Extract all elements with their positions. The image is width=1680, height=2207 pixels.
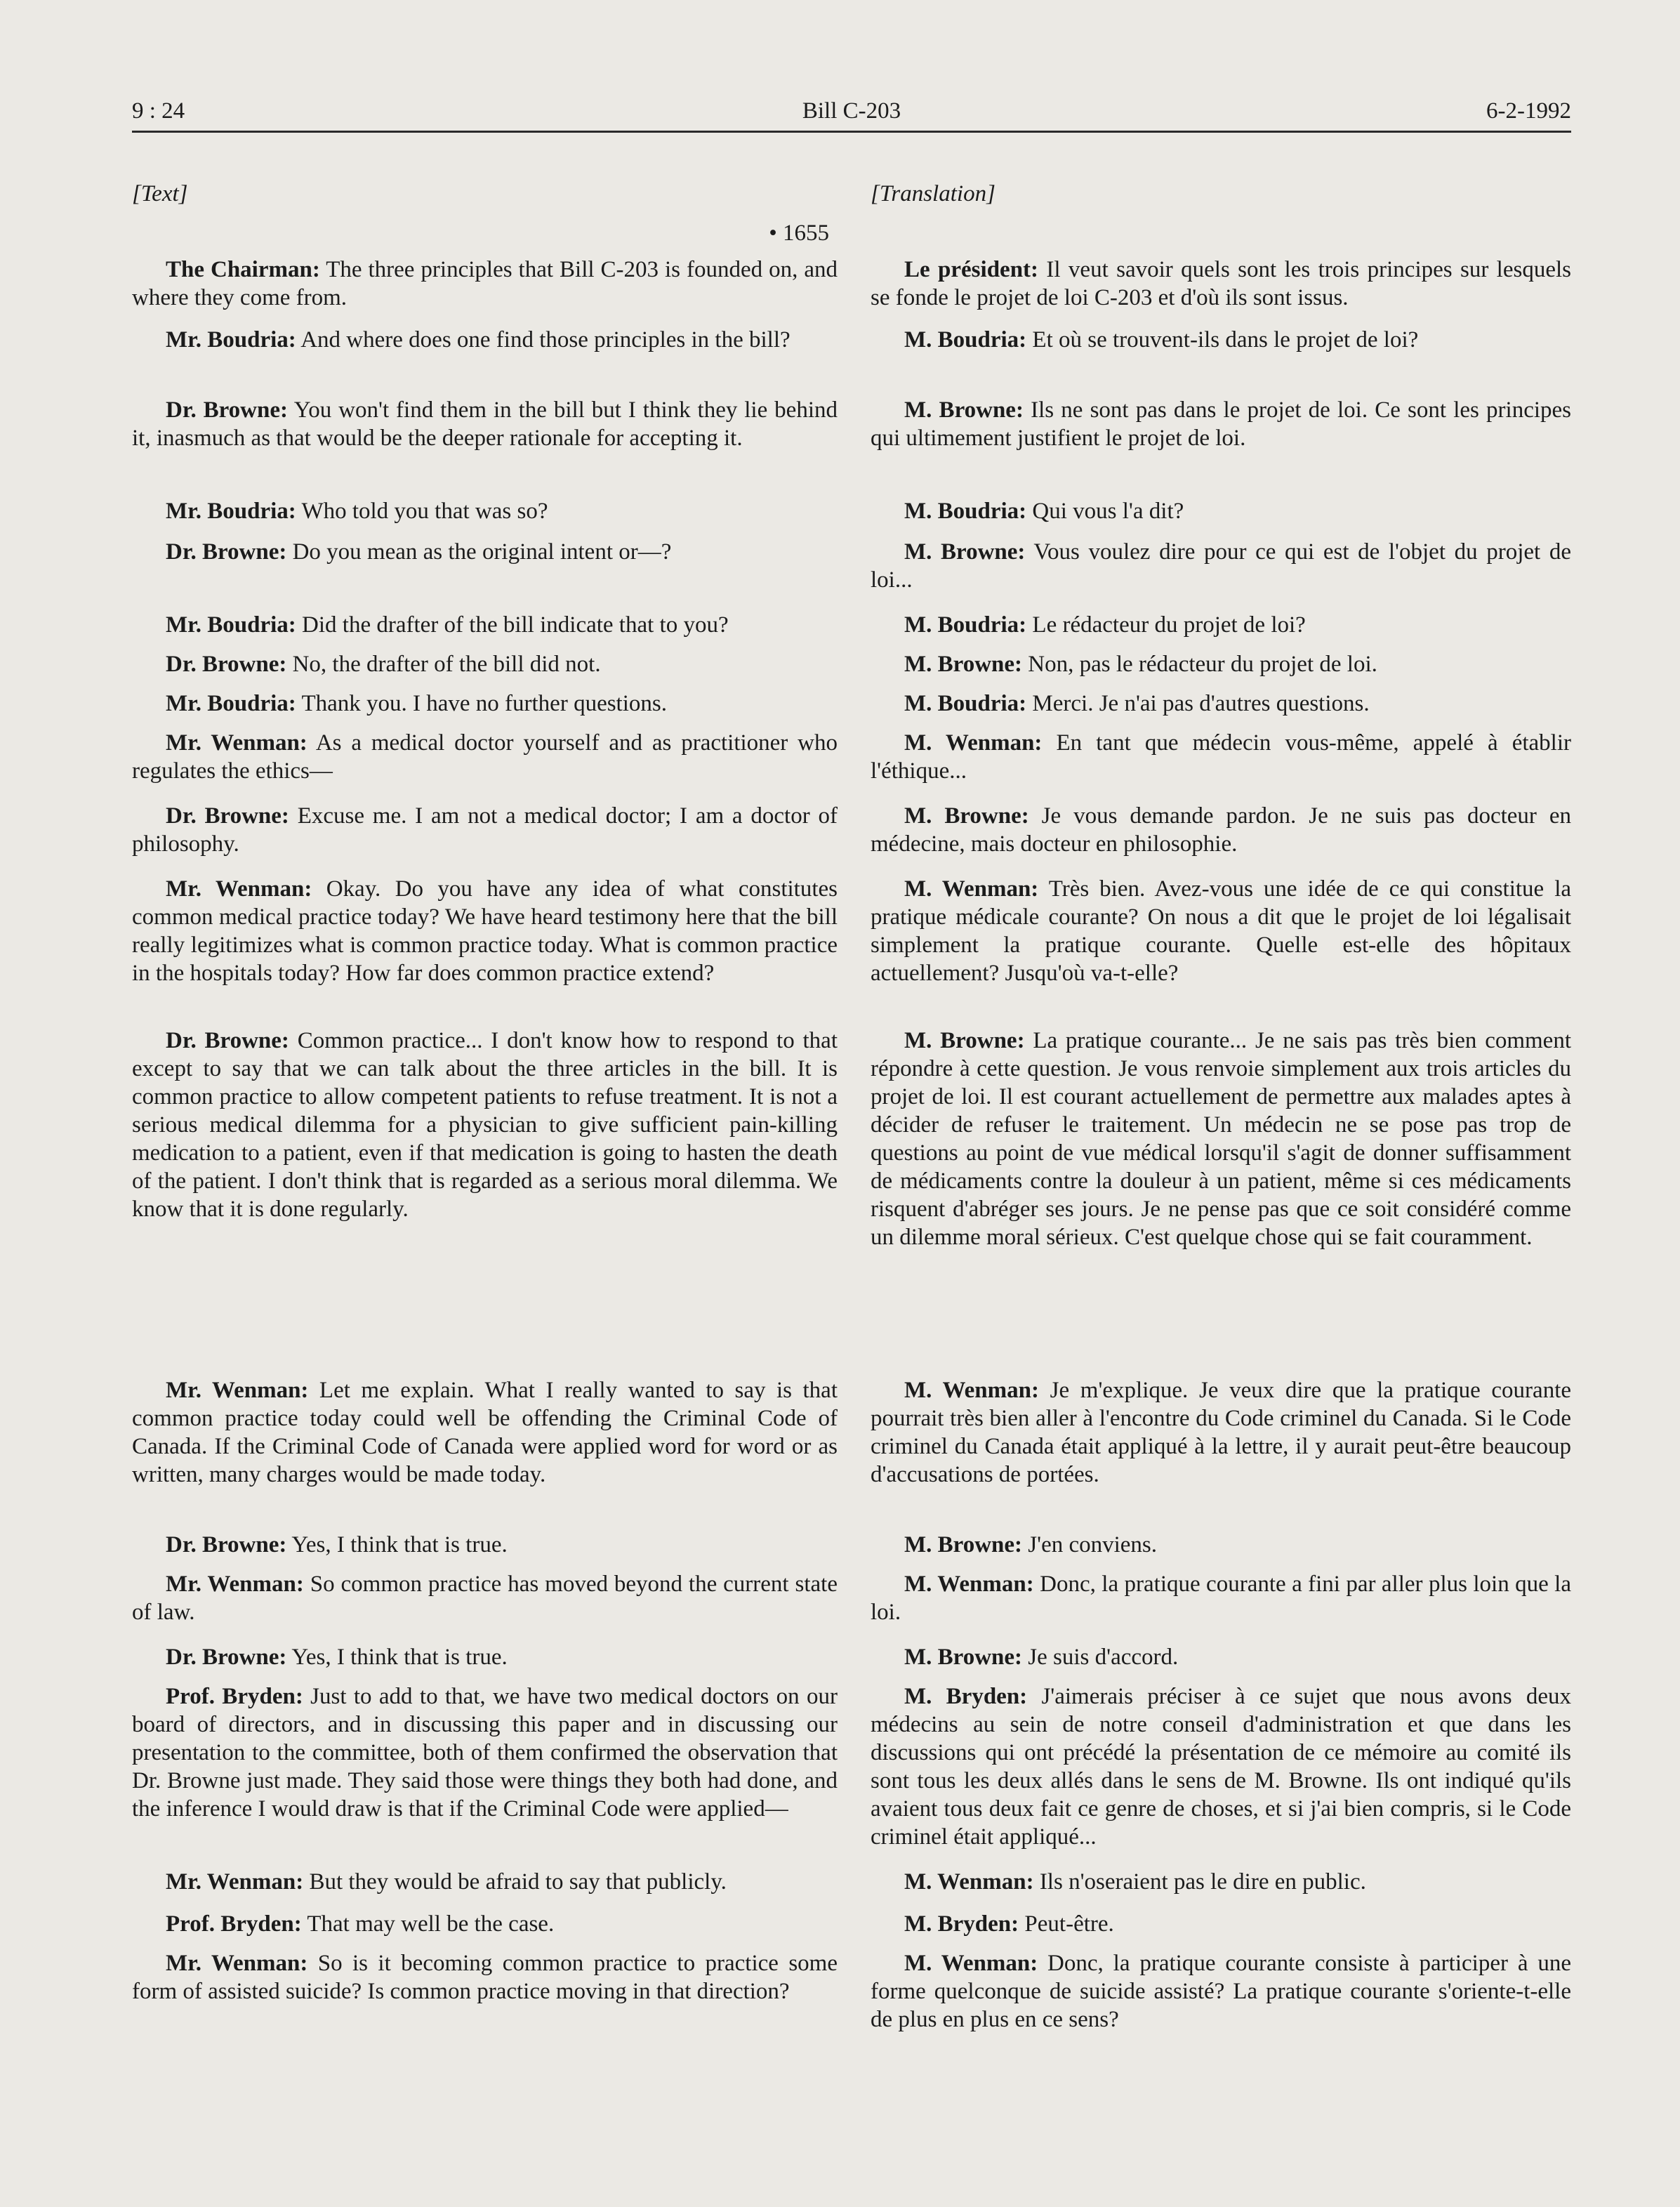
- speaker-name: Prof. Bryden:: [166, 1911, 302, 1937]
- speech-text: Yes, I think that is true.: [286, 1532, 508, 1557]
- speech-text: But they would be afraid to say that publicly.: [303, 1869, 727, 1895]
- transcript-entry: [132, 256, 838, 312]
- transcript-entry: [871, 396, 1571, 452]
- speech-text: J'aimerais préciser à ce sujet que nous avons deux médecins au sein de notre conseil d'administration et que dans les discussions qui ont précédé la présentation de ce mémoire au comité ils sont tous les deux allés dans le sens de M. Browne. Ils ont indiqué qu'ils avaient tous deux fait ce genre de choses, et si j'ai bien compris, si le Code criminel était appliqué...: [871, 1684, 1571, 1850]
- speaker-name: Mr. Boudria:: [166, 499, 296, 524]
- speech-text: And where does one find those principles in the bill?: [296, 327, 791, 353]
- speech-text: Très bien. Avez-vous une idée de ce qui constitue la pratique médicale courante? On nous a dit que le projet de loi légalisait simplement la pratique courante. Quelle est-elle des hôpitaux actuellement? Jusqu'où va-t-elle?: [871, 876, 1572, 986]
- french-column: [871, 180, 1572, 2032]
- speech-text: Je suis d'accord.: [1022, 1645, 1179, 1670]
- speaker-name: Dr. Browne:: [166, 1532, 287, 1557]
- transcript-entry: [132, 1910, 838, 1938]
- speech-text: Donc, la pratique courante a fini par aller plus loin que la loi.: [871, 1572, 1571, 1625]
- speaker-name: M. Browne:: [904, 803, 1029, 829]
- transcript-entry: [871, 538, 1571, 594]
- speech-text: That may well be the case.: [301, 1911, 555, 1937]
- speaker-name: Dr. Browne:: [166, 803, 289, 829]
- transcript-entry: [132, 1949, 838, 2005]
- speech-text: Il veut savoir quels sont les trois principes sur lesquels se fonde le projet de loi C-203 et d'où ils sont issus.: [871, 257, 1571, 310]
- speech-text: Non, pas le rédacteur du projet de loi.: [1022, 652, 1377, 677]
- english-column: [132, 180, 838, 2004]
- speaker-name: Mr. Wenman:: [166, 1951, 308, 1976]
- speaker-name: M. Bryden:: [904, 1684, 1028, 1709]
- speaker-name: Mr. Boudria:: [166, 612, 296, 638]
- transcript-entry: [132, 538, 838, 566]
- speaker-name: M. Wenman:: [904, 1378, 1039, 1403]
- transcript-entry: [132, 1376, 838, 1489]
- speech-text: Just to add to that, we have two medical doctors on our board of directors, and in discussing this paper and in discussing our presentation to the committee, both of them confirmed the observation that Dr. Browne just made. They said those were things they both had done, and the inference I would draw is that if the Criminal Code were applied—: [132, 1684, 838, 1821]
- speaker-name: Dr. Browne:: [166, 1028, 289, 1053]
- speech-text: Excuse me. I am not a medical doctor; I am a doctor of philosophy.: [132, 803, 838, 857]
- speech-text: So common practice has moved beyond the current state of law.: [132, 1572, 838, 1625]
- speaker-name: M. Browne:: [904, 1532, 1023, 1557]
- transcript-entry: [871, 1868, 1571, 1896]
- transcript-entry: [871, 1027, 1571, 1251]
- transcript-entry: [132, 802, 838, 858]
- transcript-entry: [132, 650, 838, 678]
- transcript-entry: [871, 1531, 1571, 1559]
- transcript-entry: [132, 611, 838, 639]
- speech-text: Peut-être.: [1019, 1911, 1114, 1937]
- speech-text: J'en conviens.: [1022, 1532, 1158, 1557]
- speech-text: Le rédacteur du projet de loi?: [1026, 612, 1306, 638]
- page-reference: 9 : 24: [132, 98, 185, 124]
- transcript-entry: [132, 1643, 838, 1671]
- speaker-name: Mr. Boudria:: [166, 327, 296, 353]
- transcript-entry: [871, 690, 1571, 718]
- transcript-entry: [132, 690, 838, 718]
- column-label-text: [Text]: [132, 181, 188, 206]
- speaker-name: M. Boudria:: [904, 499, 1027, 524]
- speaker-name: Dr. Browne:: [166, 397, 289, 423]
- transcript-entry: [871, 802, 1571, 858]
- time-stamp: • 1655: [769, 220, 829, 246]
- speaker-name: Mr. Boudria:: [166, 691, 296, 716]
- speaker-name: Prof. Bryden:: [166, 1684, 303, 1709]
- transcript-entry: [132, 1027, 838, 1223]
- speaker-name: M. Wenman:: [904, 876, 1039, 902]
- speaker-name: M. Browne:: [904, 1645, 1023, 1670]
- speech-text: Et où se trouvent-ils dans le projet de loi?: [1026, 327, 1419, 353]
- transcript-entry: [132, 875, 838, 987]
- speech-text: En tant que médecin vous-même, appelé à établir l'éthique...: [871, 730, 1572, 784]
- speech-text: No, the drafter of the bill did not.: [286, 652, 601, 677]
- transcript-entry: [132, 1570, 838, 1626]
- speaker-name: M. Wenman:: [904, 1951, 1038, 1976]
- speaker-name: Mr. Wenman:: [166, 730, 307, 756]
- speaker-name: Mr. Wenman:: [166, 1869, 304, 1895]
- speech-text: So is it becoming common practice to practice some form of assisted suicide? Is common practice moving in that direction?: [132, 1951, 838, 2004]
- column-label-translation: [Translation]: [871, 181, 996, 206]
- speaker-name: M. Browne:: [904, 1028, 1025, 1053]
- speech-text: Merci. Je n'ai pas d'autres questions.: [1026, 691, 1370, 716]
- speech-text: Donc, la pratique courante consiste à participer à une forme quelconque de suicide assisté? La pratique courante s'oriente-t-elle de plus en plus en ce sens?: [871, 1951, 1571, 2032]
- speech-text: La pratique courante... Je ne sais pas très bien comment répondre à cette question. Je vous renvoie simplement aux trois articles du projet de loi. Il est courant actuellement de permettre aux malades aptes à décider de refuser le traitement. Un médecin ne se pose pas trop de questions au point de vue médical lorsqu'il s'agit de donner suffisamment de médicaments contre la douleur à un patient, même si ces médicaments risquent d'abréger ses jours. Je ne pense pas que ce soit considéré comme un dilemme moral sérieux. C'est quelque chose qui se fait couramment.: [871, 1028, 1571, 1250]
- speech-text: Okay. Do you have any idea of what constitutes common medical practice today? We have heard testimony here that the bill really legitimizes what is common practice today. What is common practice in the hospitals today? How far does common practice extend?: [132, 876, 838, 986]
- transcript-entry: [132, 1531, 838, 1559]
- speech-text: Je vous demande pardon. Je ne suis pas docteur en médecine, mais docteur en philosophie.: [871, 803, 1571, 857]
- speaker-name: Mr. Wenman:: [166, 1572, 304, 1597]
- speech-text: Do you mean as the original intent or—?: [286, 539, 672, 565]
- transcript-entry: [871, 326, 1571, 354]
- transcript-entry: [871, 1949, 1571, 2034]
- transcript-entry: [132, 396, 838, 452]
- speech-text: As a medical doctor yourself and as practitioner who regulates the ethics—: [132, 730, 838, 784]
- speaker-name: The Chairman:: [166, 257, 320, 282]
- speech-text: Let me explain. What I really wanted to say is that common practice today could well be offending the Criminal Code of Canada. If the Criminal Code of Canada were applied word for word or as written, many charges would be made today.: [132, 1378, 838, 1487]
- transcript-entry: [871, 1570, 1571, 1626]
- transcript-entry: [871, 650, 1571, 678]
- header-rule: [132, 131, 1571, 133]
- speaker-name: M. Wenman:: [904, 1572, 1034, 1597]
- speaker-name: M. Boudria:: [904, 612, 1027, 638]
- transcript-entry: [871, 1910, 1571, 1938]
- transcript-entry: [871, 729, 1571, 785]
- speech-text: Je m'explique. Je veux dire que la pratique courante pourrait très bien aller à l'encontre du Code criminel du Canada. Si le Code criminel du Canada était appliqué à la lettre, il y aurait peut-être beaucoup d'accusations de portées.: [871, 1378, 1572, 1487]
- transcript-entry: [132, 729, 838, 785]
- speech-text: Who told you that was so?: [296, 499, 548, 524]
- speaker-name: M. Wenman:: [904, 1869, 1034, 1895]
- transcript-entry: [871, 1682, 1571, 1851]
- speech-text: Ils ne sont pas dans le projet de loi. Ce sont les principes qui ultimement justifient le projet de loi.: [871, 397, 1572, 451]
- speaker-name: Dr. Browne:: [166, 1645, 287, 1670]
- speaker-name: M. Browne:: [904, 397, 1024, 423]
- speaker-name: Dr. Browne:: [166, 652, 287, 677]
- speech-text: Vous voulez dire pour ce qui est de l'objet du projet de loi...: [871, 539, 1571, 593]
- speech-text: Yes, I think that is true.: [286, 1645, 508, 1670]
- speaker-name: M. Bryden:: [904, 1911, 1019, 1937]
- speech-text: Did the drafter of the bill indicate that to you?: [296, 612, 729, 638]
- speech-text: Qui vous l'a dit?: [1026, 499, 1184, 524]
- speech-text: Thank you. I have no further questions.: [296, 691, 667, 716]
- speech-text: You won't find them in the bill but I think they lie behind it, inasmuch as that would be the deeper rationale for accepting it.: [132, 397, 838, 451]
- speech-text: The three principles that Bill C-203 is founded on, and where they come from.: [132, 257, 838, 310]
- transcript-entry: [132, 326, 838, 354]
- speech-text: Ils n'oseraient pas le dire en public.: [1033, 1869, 1366, 1895]
- speaker-name: M. Wenman:: [904, 730, 1043, 756]
- time-spacer: [871, 219, 1571, 256]
- speaker-name: M. Boudria:: [904, 327, 1027, 353]
- speaker-name: Le président:: [904, 257, 1039, 282]
- page-header: [132, 97, 1571, 132]
- transcript-entry: [871, 1643, 1571, 1671]
- transcript-entry: [871, 256, 1571, 312]
- transcript-entry: [871, 497, 1571, 525]
- speaker-name: Mr. Wenman:: [166, 876, 312, 902]
- transcript-entry: [871, 1376, 1571, 1489]
- speaker-name: Dr. Browne:: [166, 539, 287, 565]
- page-date: 6-2-1992: [1486, 98, 1571, 124]
- transcript-entry: [132, 497, 838, 525]
- speaker-name: M. Browne:: [904, 652, 1023, 677]
- transcript-entry: [132, 1868, 838, 1896]
- speaker-name: Mr. Wenman:: [166, 1378, 309, 1403]
- speaker-name: M. Boudria:: [904, 691, 1027, 716]
- speaker-name: M. Browne:: [904, 539, 1026, 565]
- bill-title: Bill C-203: [802, 98, 901, 124]
- transcript-entry: [871, 611, 1571, 639]
- transcript-entry: [871, 875, 1571, 987]
- transcript-entry: [132, 1682, 838, 1823]
- speech-text: Common practice... I don't know how to respond to that except to say that we can talk about the three articles in the bill. It is common practice to allow competent patients to refuse treatment. It is not a serious medical dilemma for a physician to give sufficient pain-killing medication to a patient, even if that medication is going to hasten the death of the patient. I don't think that is regarded as a serious moral dilemma. We know that it is done regularly.: [132, 1028, 838, 1222]
